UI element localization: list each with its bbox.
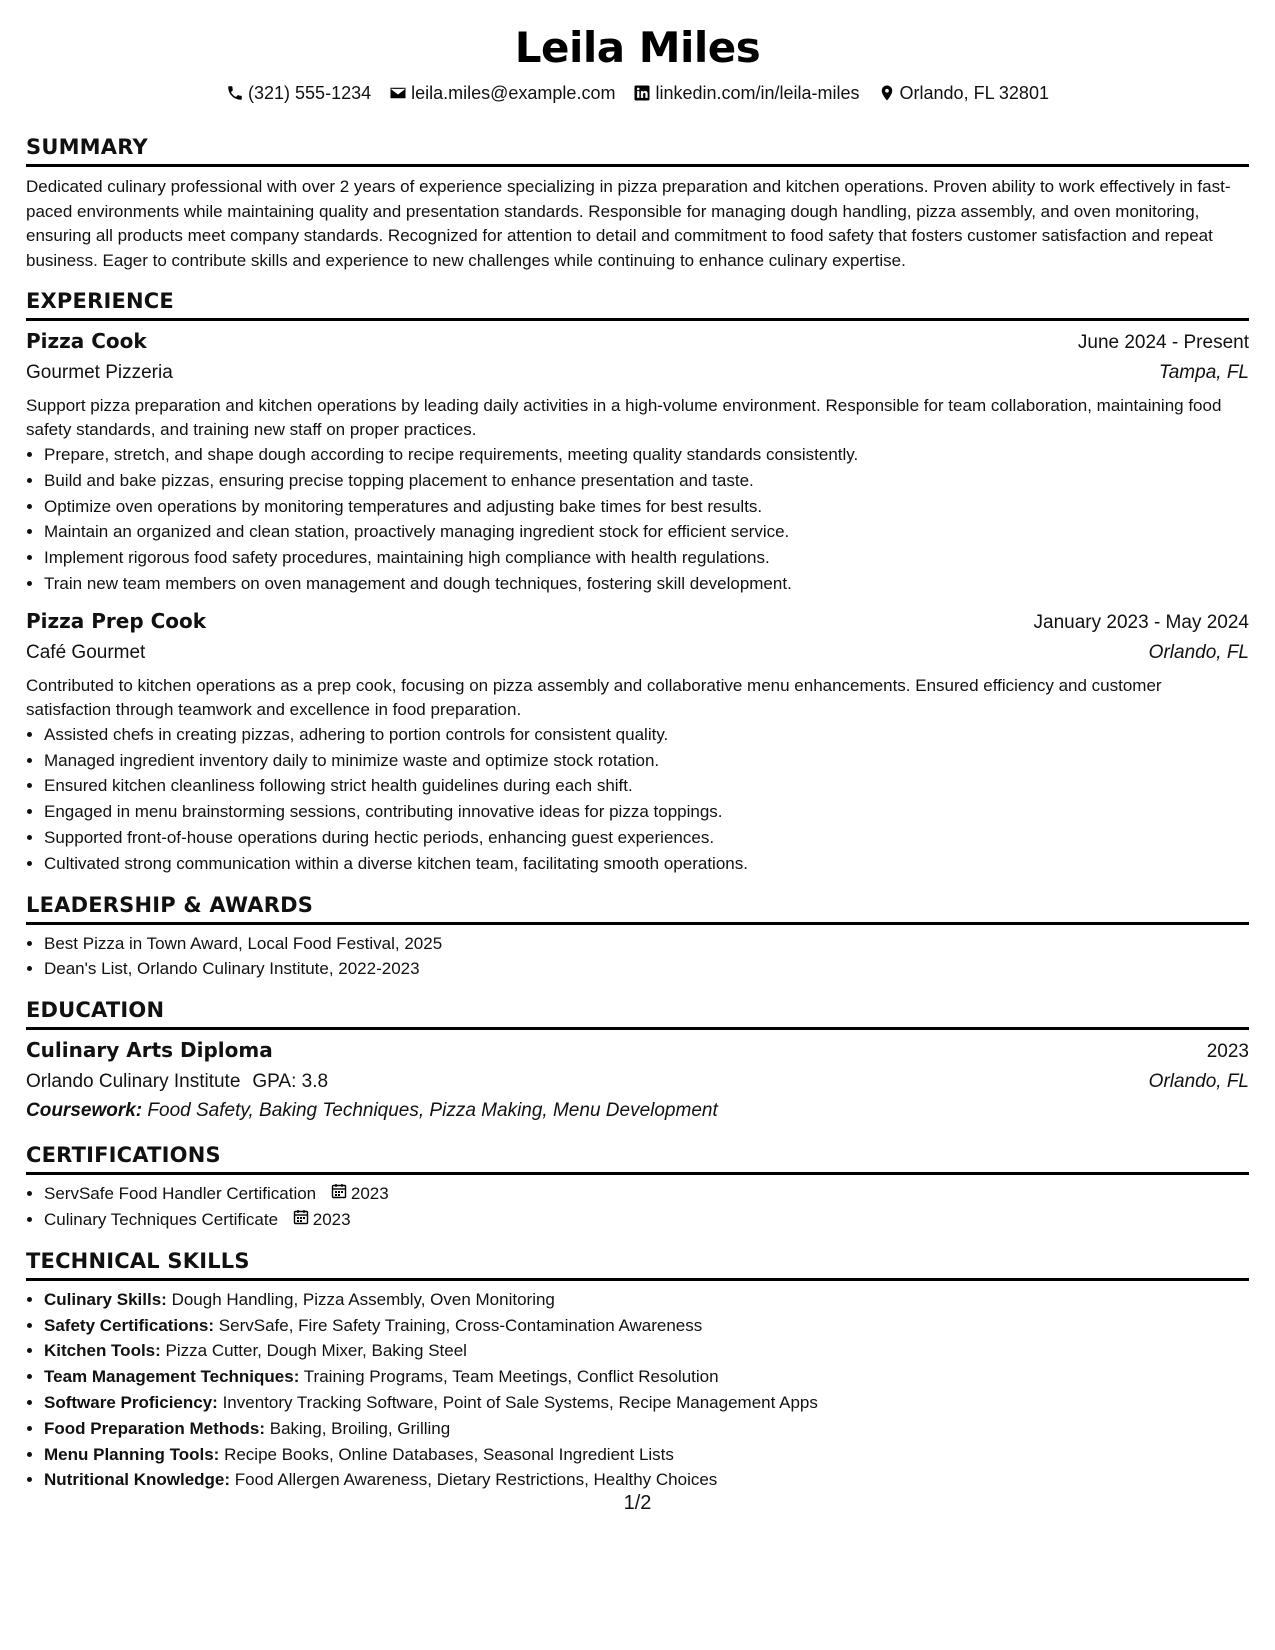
skills-heading: TECHNICAL SKILLS	[26, 1247, 1249, 1281]
job-description: Contributed to kitchen operations as a prep cook, focusing on pizza assembly and collaborative menu enhancements. Ensured efficiency and customer satisfaction through teamwork and excellence in food preparation.	[26, 675, 1162, 719]
contact-bar	[26, 80, 1249, 106]
cert-name: ServSafe Food Handler Certification	[44, 1184, 317, 1204]
cert-name: Culinary Techniques Certificate	[44, 1209, 279, 1229]
job-dates: January 2023 - May 2024	[1033, 611, 1249, 633]
list-item: • Dean's List, Orlando Culinary Institute, 2022-2023	[44, 956, 1249, 982]
skill-label: Team Management Techniques:	[44, 1367, 300, 1387]
skill-label: Software Proficiency:	[44, 1392, 218, 1412]
skill-value: Recipe Books, Online Databases, Seasonal Ingredient Lists	[224, 1444, 674, 1464]
job-entry	[26, 606, 1249, 877]
summary-text: Dedicated culinary professional with over 2 years of experience specializing in pizza preparation and kitchen operations. Proven ability to work effectively in fast-paced environments while maintaining quality and presentation standards. Responsible for managing dough handling, pizza assembly, and oven monitoring, ensuring all products meet company standards. Recognized for attention to detail and commitment to food safety that fosters customer satisfaction and repeat business. Eager to contribute skills and experience to new challenges while continuing to enhance culinary expertise.	[26, 177, 1231, 270]
calendar-icon	[331, 1181, 347, 1207]
graduation-year: 2023	[1206, 1041, 1249, 1063]
education-entry	[26, 1035, 1249, 1125]
job-dates: June 2024 - Present	[1077, 332, 1249, 353]
job-title: Pizza Prep Cook	[26, 608, 207, 633]
contact-location	[878, 83, 1049, 104]
school-name: Orlando Culinary Institute	[26, 1071, 241, 1093]
skill-value: Training Programs, Team Meetings, Conflict Resolution	[303, 1367, 719, 1387]
summary-section	[26, 133, 1249, 273]
list-item	[44, 1416, 1249, 1442]
skill-value: ServSafe, Fire Safety Training, Cross-Contamination Awareness	[218, 1315, 703, 1335]
skill-label: Safety Certifications:	[44, 1315, 215, 1335]
list-item	[44, 1390, 1249, 1416]
job-entry	[26, 326, 1249, 597]
list-item: • Managed ingredient inventory daily to minimize waste and optimize stock rotation.	[44, 748, 1249, 774]
list-item: • Assisted chefs in creating pizzas, adhering to portion controls for consistent quality.	[44, 722, 1249, 748]
cert-year: 2023	[350, 1184, 389, 1204]
school-location: Orlando, FL	[1148, 1071, 1249, 1093]
skill-label: Food Preparation Methods:	[44, 1418, 265, 1438]
job-company: Gourmet Pizzeria	[26, 362, 173, 383]
skill-value: Baking, Broiling, Grilling	[269, 1418, 451, 1438]
contact-email[interactable]	[389, 83, 615, 104]
summary-heading: SUMMARY	[26, 133, 1249, 167]
skill-label: Kitchen Tools:	[44, 1341, 161, 1361]
list-item	[44, 1364, 1249, 1390]
list-item: • Ensured kitchen cleanliness following strict health guidelines during each shift.	[44, 773, 1249, 799]
list-item: • Implement rigorous food safety procedures, maintaining high compliance with health regulations.	[44, 545, 1249, 571]
phone-icon	[226, 84, 244, 102]
skill-label: Nutritional Knowledge:	[44, 1470, 231, 1490]
experience-heading: EXPERIENCE	[26, 287, 1249, 321]
list-item	[44, 1181, 1249, 1207]
list-item: • Engaged in menu brainstorming sessions, contributing innovative ideas for pizza toppings.	[44, 799, 1249, 825]
list-item: • Prepare, stretch, and shape dough according to recipe requirements, meeting quality standards consistently.	[44, 442, 1249, 468]
calendar-icon	[293, 1207, 309, 1233]
job-company: Café Gourmet	[26, 641, 146, 663]
awards-list	[26, 931, 1249, 983]
list-item	[44, 1338, 1249, 1364]
job-location: Orlando, FL	[1148, 641, 1249, 663]
leadership-heading: LEADERSHIP & AWARDS	[26, 891, 1249, 925]
coursework	[26, 1097, 1249, 1125]
linkedin-icon	[633, 84, 651, 102]
job-location: Tampa, FL	[1158, 362, 1249, 383]
skill-value: Dough Handling, Pizza Assembly, Oven Monitoring	[171, 1289, 555, 1309]
experience-section	[26, 287, 1249, 877]
list-item	[44, 1313, 1249, 1339]
degree-name: Culinary Arts Diploma	[26, 1038, 273, 1063]
phone-text: (321) 555-1234	[248, 82, 372, 103]
list-item: • Supported front-of-house operations during hectic periods, enhancing guest experiences.	[44, 825, 1249, 851]
page-number: 1/2	[623, 1492, 652, 1514]
list-item: • Maintain an organized and clean station, proactively managing ingredient stock for efficient service.	[44, 519, 1249, 545]
list-item: • Train new team members on oven management and dough techniques, fostering skill development.	[44, 571, 1249, 597]
contact-phone[interactable]	[226, 83, 371, 104]
skill-value: Food Allergen Awareness, Dietary Restrictions, Healthy Choices	[234, 1470, 718, 1490]
list-item: • Build and bake pizzas, ensuring precise topping placement to enhance presentation and taste.	[44, 468, 1249, 494]
job-bullets	[26, 722, 1249, 877]
skill-label: Menu Planning Tools:	[44, 1444, 220, 1464]
candidate-name: Leila Miles	[514, 23, 761, 72]
certifications-heading: CERTIFICATIONS	[26, 1141, 1249, 1175]
list-item: • Optimize oven operations by monitoring temperatures and adjusting bake times for best results.	[44, 494, 1249, 520]
gpa: GPA: 3.8	[252, 1071, 329, 1093]
list-item: • Cultivated strong communication within a diverse kitchen team, facilitating smooth operations.	[44, 851, 1249, 877]
leadership-section	[26, 891, 1249, 983]
job-bullets	[26, 442, 1249, 597]
skill-value: Inventory Tracking Software, Point of Sale Systems, Recipe Management Apps	[222, 1392, 818, 1412]
education-section	[26, 996, 1249, 1125]
list-item	[44, 1467, 1249, 1493]
list-item	[44, 1442, 1249, 1468]
education-heading: EDUCATION	[26, 996, 1249, 1030]
skills-section	[26, 1247, 1249, 1493]
certifications-list	[26, 1181, 1249, 1233]
cert-year: 2023	[312, 1209, 351, 1229]
coursework-label: Coursework:	[26, 1100, 143, 1122]
skill-label: Culinary Skills:	[44, 1289, 167, 1309]
list-item	[44, 1287, 1249, 1313]
list-item	[44, 1207, 1249, 1233]
envelope-icon	[389, 84, 407, 102]
map-pin-icon	[878, 84, 896, 102]
job-description: Support pizza preparation and kitchen operations by leading daily activities in a high-volume environment. Responsible for team collaboration, maintaining food safety standards, and training new staff on proper practices.	[26, 396, 1222, 439]
skills-list	[26, 1287, 1249, 1493]
location-text: Orlando, FL 32801	[899, 82, 1049, 103]
email-text: leila.miles@example.com	[411, 82, 616, 103]
list-item: • Best Pizza in Town Award, Local Food Festival, 2025	[44, 931, 1249, 957]
contact-linkedin[interactable]	[633, 83, 859, 104]
coursework-list: Food Safety, Baking Techniques, Pizza Making, Menu Development	[147, 1100, 718, 1122]
job-title: Pizza Cook	[26, 329, 147, 353]
certifications-section	[26, 1141, 1249, 1233]
skill-value: Pizza Cutter, Dough Mixer, Baking Steel	[165, 1341, 467, 1361]
linkedin-text: linkedin.com/in/leila-miles	[655, 82, 860, 103]
